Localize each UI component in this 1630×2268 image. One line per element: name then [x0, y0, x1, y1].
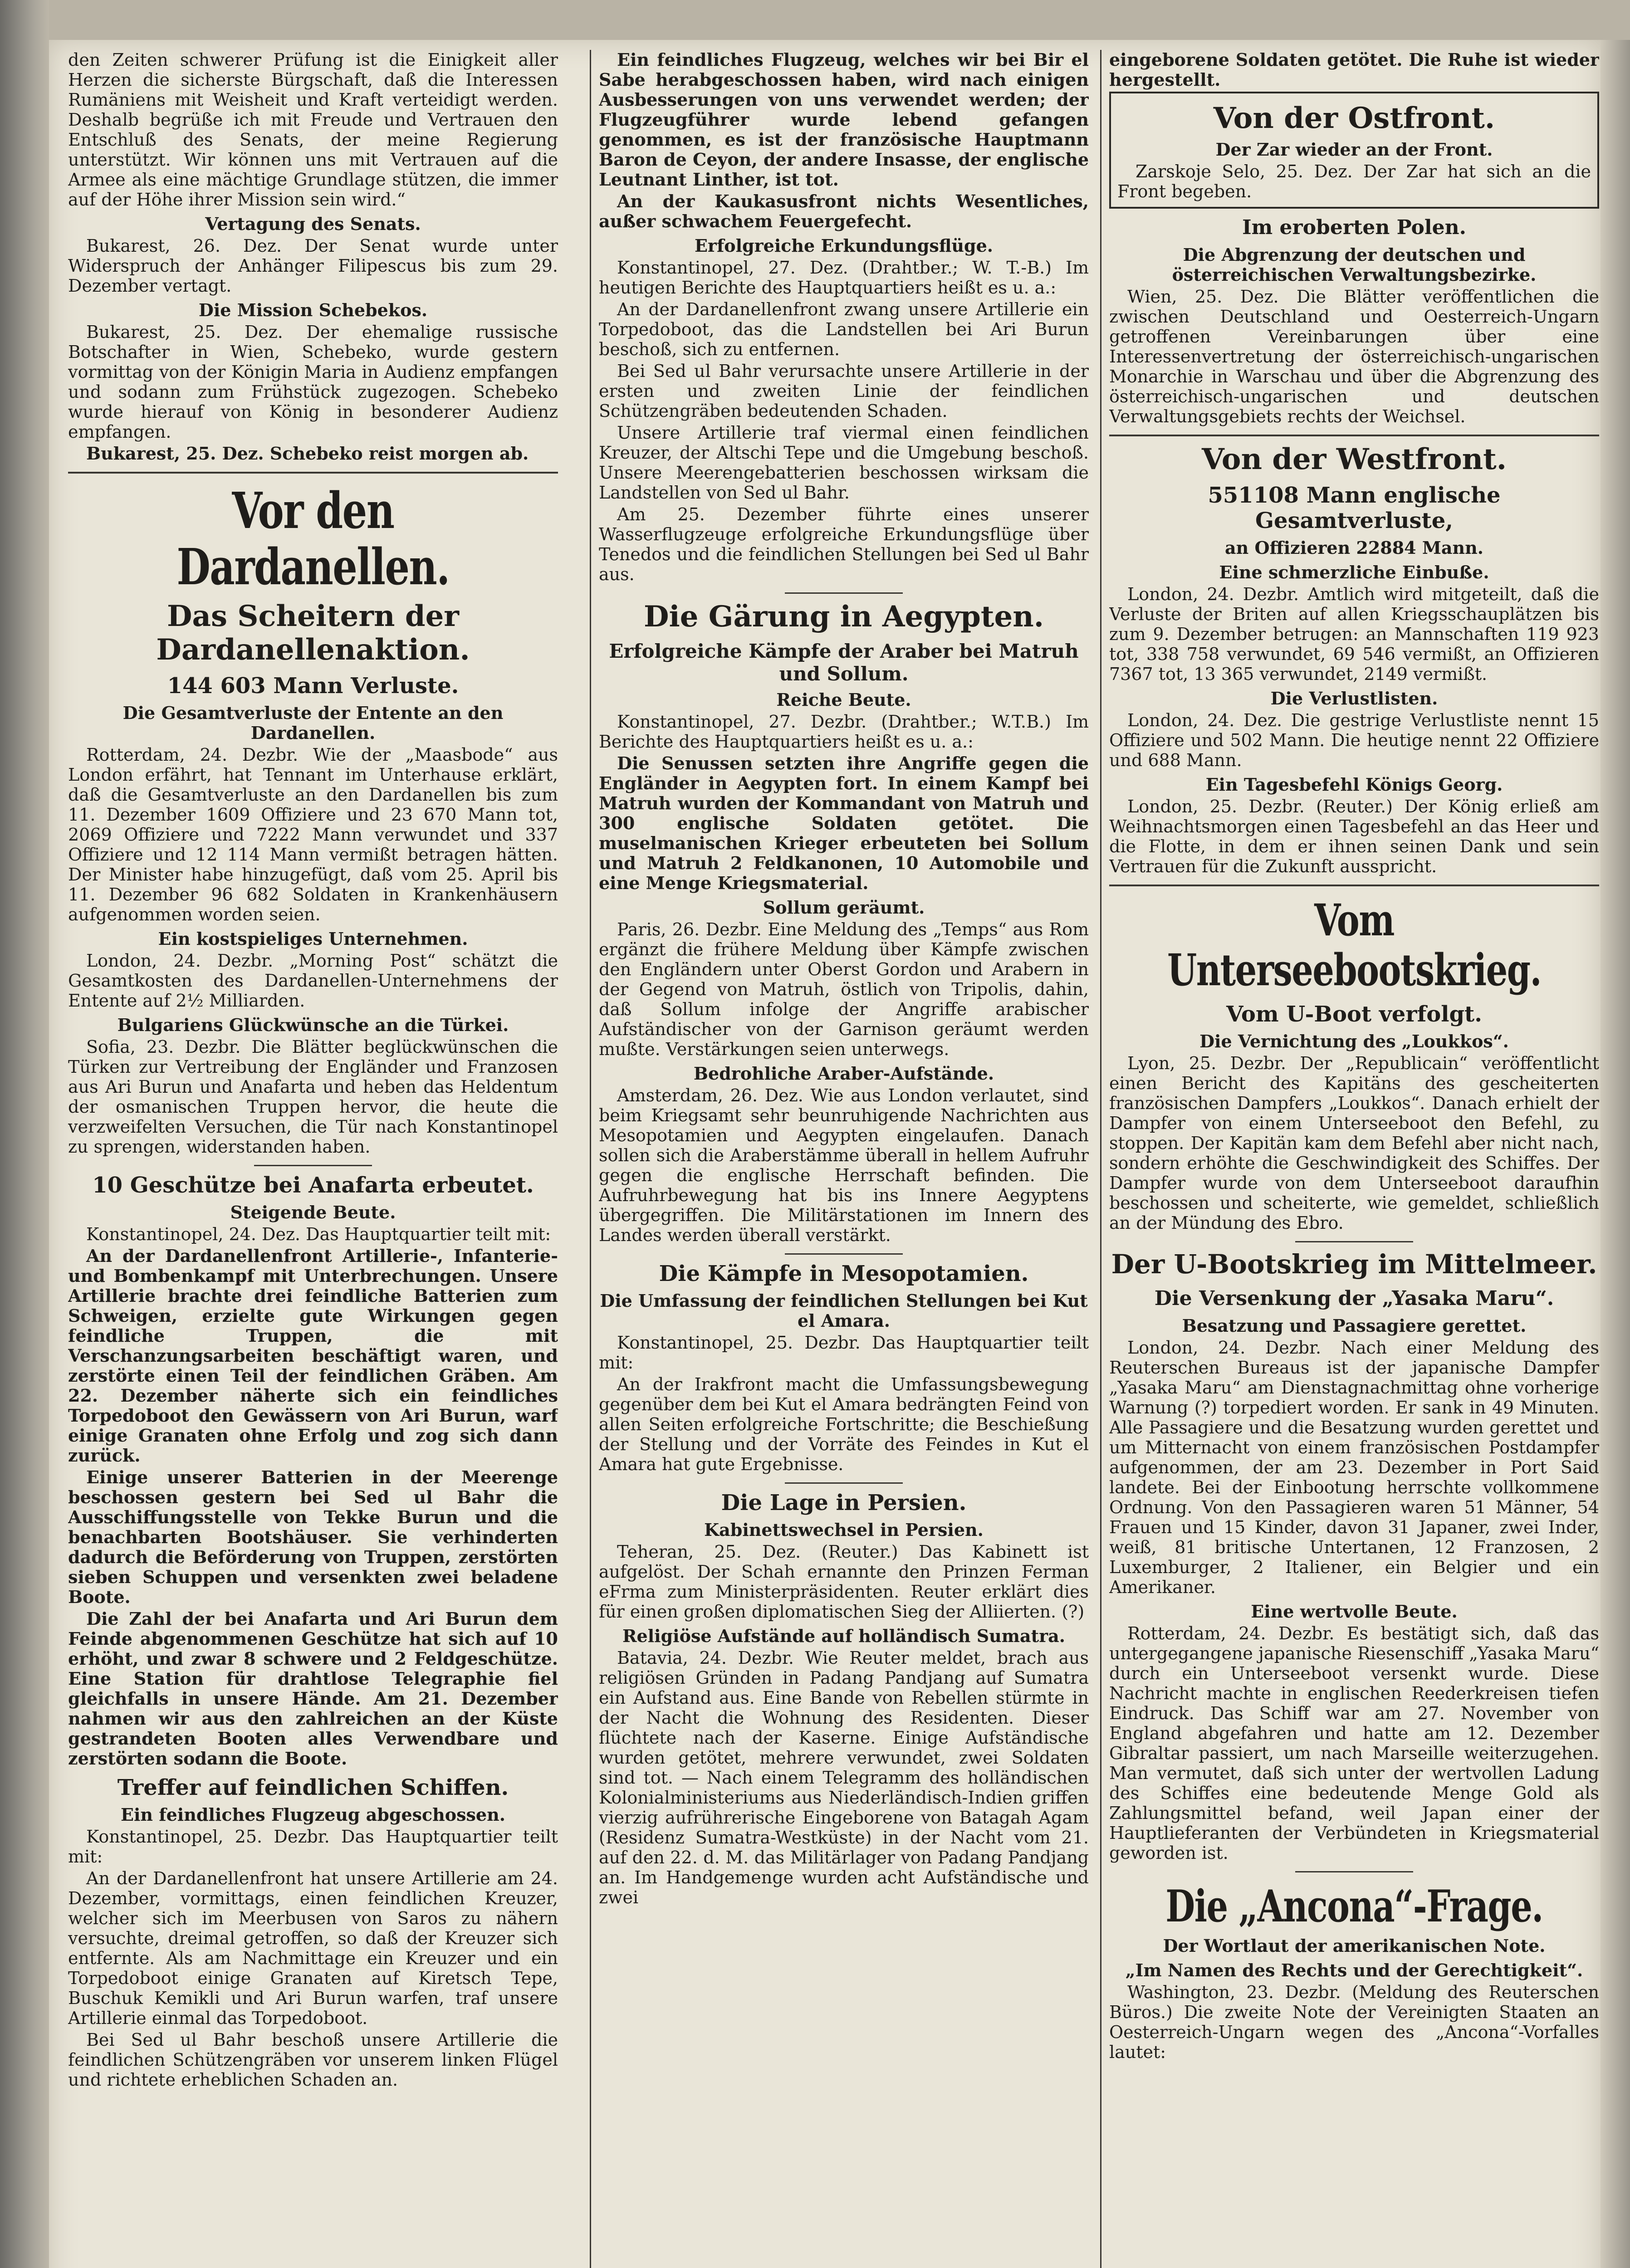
article-text: An der Dardanellenfront zwang unsere Artillerie ein Torpedoboot, das die Landstellen bei Ari Burun beschoß, sich zu entfernen.: [599, 299, 1089, 359]
divider: [785, 1482, 903, 1484]
section-heading: Eine schmerzliche Einbuße.: [1219, 562, 1489, 582]
article-text: Lyon, 25. Dezbr. Der „Republicain“ veröffentlicht einen Bericht des Kapitäns des gescheiterten französischen Dampfers „Loukkos“. Danach erhielt der Dampfer von einem Unterseeboot den Befehl, zu stoppen. Der Kapitän kam dem Befehl aber nicht nach, sondern erhöhte die Geschwindigkeit des Schiffes. Der Dampfer wurde von dem Unterseeboot daraufhin beschossen und scheiterte, wie gemeldet, schließlich an der Mündung des Ebro.: [1109, 1053, 1599, 1233]
article-text: Einige unserer Batterien in der Meerenge beschossen gestern bei Sed ul Bahr die Ausschiffungsstelle von Tekke Burun und die benachbarten Bootshäuser. Sie verhinderten dadurch die Beförderung von Truppen, zerstörten sieben Schuppen und versenkten zwei beladene Boote.: [68, 1467, 558, 1607]
section-subheading: Steigende Beute.: [230, 1202, 396, 1222]
section-subheading: Der Zar wieder an der Front.: [1215, 139, 1493, 160]
divider: [1109, 435, 1599, 436]
section-title: Die Kämpfe in Mesopotamien.: [659, 1261, 1029, 1286]
section-heading: Im eroberten Polen.: [1242, 216, 1466, 239]
article-text: An der Dardanellenfront Artillerie-, Infanterie- und Bombenkampf mit Unterbrechungen. Unsere Artillerie brachte drei feindliche Batterien zum Schweigen, erzielte gute Wirkungen gegen feindliche Truppen, die mit Verschanzungsarbeiten beschäftigt waren, und zerstörte einen Teil der feindlichen Gräben. Am 22. Dezember näherte sich ein feindliches Torpedoboot den Gewässern von Ari Burun, warf einige Granaten ohne Erfolg und zog sich dann zurück.: [68, 1246, 558, 1466]
article-text: Ein feindliches Flugzeug, welches wir bei Bir el Sabe herabgeschossen haben, wird nach einigen Ausbesserungen von uns verwendet werden; der Flugzeugführer wurde lebend gefangen genommen, es ist der französische Hauptmann Baron de Ceyon, der andere Insasse, der englische Leutnant Linther, ist tot.: [599, 50, 1089, 190]
divider: [1295, 1241, 1413, 1242]
section-title: Die „Ancona“-Frage.: [1165, 1881, 1543, 1932]
section-heading: Die Mission Schebekos.: [198, 300, 428, 320]
article-text: Konstantinopel, 25. Dezbr. Das Hauptquartier teilt mit:: [68, 1827, 558, 1867]
column-3: [1109, 50, 1599, 2268]
article-text: An der Kaukasusfront nichts Wesentliches, außer schwachem Feuergefecht.: [599, 191, 1089, 231]
section-heading: Erfolgreiche Erkundungsflüge.: [694, 235, 994, 256]
article-text: London, 24. Dezbr. Nach einer Meldung des Reuterschen Bureaus ist der japanische Dampfer „Yasaka Maru“ am Dienstagnachmittag ohne vorherige Warnung (?) torpediert worden. Er sank in 49 Minuten. Alle Passagiere und die Besatzung wurden gerettet und um Mitternacht von einem französischen Postdampfer aufgenommen, der am 23. Dezember in Port Said landete. Bei der Einbootung herrschte vollkommene Ordnung. Von den Passagieren waren 51 Männer, 54 Frauen und 15 Kinder, davon 31 Japaner, zwei Inder, weiß, 81 britische Untertanen, 12 Franzosen, 2 Luxemburger, 2 Italiener, ein Belgier und ein Amerikaner.: [1109, 1338, 1599, 1597]
article-text: Teheran, 25. Dez. (Reuter.) Das Kabinett ist aufgelöst. Der Schah ernannte den Prinzen Ferman eFrma zum Ministerpräsidenten. Reuter erklärt dies für einen großen diplomatischen Sieg der Alliierten. (?): [599, 1542, 1089, 1622]
section-heading: Ein Tagesbefehl Königs Georg.: [1205, 774, 1503, 795]
article-text: London, 24. Dez. Die gestrige Verlustliste nennt 15 Offiziere und 502 Mann. Die heutige nennt 22 Offiziere und 688 Mann.: [1109, 710, 1599, 770]
article-text: Bei Sed ul Bahr verursachte unsere Artillerie in der ersten und zweiten Linie der feindlichen Schützengräben bedeutenden Schaden.: [599, 361, 1089, 421]
article-text: eingeborene Soldaten getötet. Die Ruhe ist wieder hergestellt.: [1109, 50, 1599, 90]
article-text: Zarskoje Selo, 25. Dez. Der Zar hat sich an die Front begeben.: [1117, 161, 1591, 201]
article-text: An der Dardanellenfront hat unsere Artillerie am 24. Dezember, vormittags, einen feindlichen Kreuzer, welcher sich im Meerbusen von Saros zu nähern versuchte, dreimal getroffen, so daß der Kreuzer sich entfernte. Als am Nachmittage ein Kreuzer und ein Torpedoboot einige Granaten auf Kiretsch Tepe, Buschuk Kemikli und Ari Burun warfen, traf unsere Artillerie einmal das Torpedoboot.: [68, 1868, 558, 2028]
article-text: Unsere Artillerie traf viermal einen feindlichen Kreuzer, der Altschi Tepe und die Umgebung beschoß. Unsere Meerengebatterien beschossen wirksam die Landstellen von Sed ul Bahr.: [599, 423, 1089, 503]
section-title: Die Lage in Persien.: [721, 1490, 967, 1515]
article-text: Rotterdam, 24. Dezbr. Wie der „Maasbode“ aus London erfährt, hat Tennant im Unterhause erklärt, daß die Gesamtverluste an den Dardanellen bis zum 11. Dezember 1609 Offiziere und 23 670 Mann tot, 2069 Offiziere und 7222 Mann verwundet und 337 Offiziere und 12 114 Mann vermißt betragen hätten. Der Minister habe hinzugefügt, daß vom 25. April bis 11. Dezember 96 682 Soldaten in Krankenhäusern aufgenommen worden seien.: [68, 745, 558, 924]
article-text: Bei Sed ul Bahr beschoß unsere Artillerie die feindlichen Schützengräben vor unserem linken Flügel und richtete erheblichen Schaden an.: [68, 2030, 558, 2090]
article-text: Konstantinopel, 27. Dez. (Drahtber.; W. T.-B.) Im heutigen Berichte des Hauptquartiers heißt es u. a.:: [599, 258, 1089, 298]
scan-top-edge: [49, 0, 1630, 40]
section-title: Der U-Bootskrieg im Mittelmeer.: [1111, 1249, 1597, 1280]
article-text: An der Irakfront macht die Umfassungsbewegung gegenüber dem bei Kut el Amara bedrängten Feind von allen Seiten erfolgreiche Fortschritte; die Beschießung der Stellung und der Vorräte des Feindes in Kut el Amara hat gute Ergebnisse.: [599, 1374, 1089, 1474]
article-text: Konstantinopel, 24. Dez. Das Hauptquartier teilt mit:: [86, 1224, 551, 1244]
book-binding: [0, 0, 49, 2268]
divider: [785, 592, 903, 594]
section-subheading: Ein feindliches Flugzeug abgeschossen.: [121, 1804, 505, 1825]
section-subheading: Die Gesamtverluste der Entente an den Dardanellen.: [122, 703, 504, 743]
divider: [254, 1165, 372, 1166]
section-heading: Treffer auf feindlichen Schiffen.: [117, 1775, 509, 1800]
article-text: Bukarest, 26. Dez. Der Senat wurde unter Widerspruch der Anhänger Filipescus bis zum 29. Dezember vertagt.: [68, 236, 558, 296]
section-heading: Eine wertvolle Beute.: [1251, 1601, 1458, 1622]
section-subtitle: Die Versenkung der „Yasaka Maru“.: [1154, 1287, 1554, 1310]
section-subtitle: Das Scheitern der Dardanellenaktion.: [156, 599, 470, 667]
article-text: Amsterdam, 26. Dez. Wie aus London verlautet, sind beim Kriegsamt sehr beunruhigende Nachrichten aus Mesopotamien und Aegypten eingelaufen. Danach sollen sich die Araberstämme überall in hellem Aufruhr gegen die englische Herrschaft befinden. Die Aufruhrbewegung hat bis ins Innere Aegyptens übergegriffen. Die Militärstationen im Innern des Landes werden überall verstärkt.: [599, 1085, 1089, 1245]
section-title: Vom Unterseebootskrieg.: [1167, 894, 1542, 996]
column-1: [68, 50, 558, 2268]
article-text: London, 25. Dezbr. (Reuter.) Der König erließ am Weihnachtsmorgen einen Tagesbefehl an das Heer und die Flotte, in dem er ihnen seinen Dank und sein Vertrauen für die Zukunft ausspricht.: [1109, 797, 1599, 876]
article-text: Die Zahl der bei Anafarta und Ari Burun dem Feinde abgenommenen Geschütze hat sich auf 10 erhöht, und zwar 8 schwere und 2 Feldgeschütze. Eine Station für drahtlose Telegraphie fiel gleichfalls in unsere Hände. Am 21. Dezember nahmen wir aus den zahlreichen an der Küste gestrandeten Booten alles Verwendbare und zerstörten sodann die Boote.: [68, 1608, 558, 1769]
scan-right-edge: [1601, 40, 1630, 2268]
section-heading: Sollum geräumt.: [763, 897, 925, 918]
divider: [1109, 885, 1599, 886]
ostfront-box: [1109, 92, 1599, 209]
section-heading: Ein kostspieliges Unternehmen.: [158, 929, 468, 949]
section-subheading: Die Abgrenzung der deutschen und österreichischen Verwaltungsbezirke.: [1172, 244, 1537, 285]
article-text: Am 25. Dezember führte eines unserer Wasserflugzeuge erfolgreiche Erkundungsflüge über Tenedos und die feindlichen Stellungen bei Sed ul Bahr aus.: [599, 504, 1089, 584]
section-subtitle: Der Wortlaut der amerikanischen Note.: [1163, 1936, 1546, 1956]
section-heading: Religiöse Aufstände auf holländisch Sumatra.: [622, 1626, 1066, 1646]
section-heading: Bulgariens Glückwünsche an die Türkei.: [117, 1015, 509, 1035]
article-text: Washington, 23. Dezbr. (Meldung des Reuterschen Büros.) Die zweite Note der Vereinigten Staaten an Oesterreich-Ungarn wegen des „Ancona“-Vorfalles lautet:: [1109, 1982, 1599, 2062]
article-text: Bukarest, 25. Dez. Der ehemalige russische Botschafter in Wien, Schebeko, wurde gestern vormittag von der Königin Maria in Audienz empfangen und sodann zum Frühstück zugezogen. Schebeko wurde hierauf von König in besonderer Audienz empfangen.: [68, 322, 558, 442]
article-text: Sofia, 23. Dezbr. Die Blätter beglückwünschen die Türken zur Vertreibung der Engländer und Franzosen aus Ari Burun und Anafarta und heben das Heldentum der osmanischen Truppen hervor, die heute die verzweifelten Versuchen, die Tür nach Konstantinopel zu sprengen, widerstanden haben.: [68, 1037, 558, 1157]
section-subtitle: Vom U-Boot verfolgt.: [1226, 1002, 1482, 1027]
section-subtitle: an Offizieren 22884 Mann.: [1224, 538, 1484, 558]
article-text: den Zeiten schwerer Prüfung ist die Einigkeit aller Herzen die sicherste Bürgschaft, daß die Interessen Rumäniens mit Weisheit und Kraft verteidigt werden. Deshalb begrüße ich mit Freude und Vertrauen den Entschluß des Senats, der meine Regierung unterstützt. Wir können uns mit Vertrauen auf die Armee als eine mächtige Grundlage stützen, die immer auf der Höhe ihrer Mission sein wird.“: [68, 50, 558, 210]
section-subheading: Kabinettswechsel in Persien.: [704, 1520, 984, 1540]
divider: [1295, 1871, 1413, 1872]
section-title: Die Gärung in Aegypten.: [643, 600, 1044, 634]
divider: [785, 1253, 903, 1255]
column-2: [599, 50, 1089, 2268]
section-heading: Die Verlustlisten.: [1270, 688, 1438, 709]
section-heading: Besatzung und Passagiere gerettet.: [1182, 1315, 1527, 1336]
article-text: Paris, 26. Dezbr. Eine Meldung des „Temps“ aus Rom ergänzt die frühere Meldung über Kämpfe zwischen den Engländern unter Oberst Gordon und Arabern in der Gegend von Matruh, östlich von Tripolis, dahin, daß Sollum infolge der Angriffe arabischer Aufständischer von der Garnison geräumt werden mußte. Verstärkungen seien unterwegs.: [599, 919, 1089, 1059]
article-text: Rotterdam, 24. Dezbr. Es bestätigt sich, daß das untergegangene japanische Riesenschiff „Yasaka Maru“ durch ein Unterseeboot versenkt wurde. Diese Nachricht machte in englischen Reederkreisen tiefen Eindruck. Das Schiff war am 27. November von England abgefahren und hatte am 12. Dezember Gibraltar passiert, um nach Marseille weiterzugehen. Man vermutet, daß sich unter der wertvollen Ladung des Schiffes eine bedeutende Menge Gold als Zahlungsmittel befand, weil Japan einer der Hauptlieferanten der Verbündeten in Kriegsmaterial geworden ist.: [1109, 1623, 1599, 1863]
section-subheading: Die Umfassung der feindlichen Stellungen bei Kut el Amara.: [600, 1290, 1088, 1331]
section-heading: Reiche Beute.: [776, 689, 911, 710]
section-heading: Die Vernichtung des „Loukkos“.: [1199, 1031, 1509, 1051]
section-heading: Bedrohliche Araber-Aufstände.: [693, 1063, 994, 1084]
article-text: London, 24. Dezbr. „Morning Post“ schätzt die Gesamtkosten des Dardanellen-Unternehmens der Entente auf 2½ Milliarden.: [68, 951, 558, 1011]
column-rule: [1100, 50, 1101, 2268]
section-title: Von der Westfront.: [1201, 442, 1507, 476]
divider: [68, 472, 558, 474]
section-title: Von der Ostfront.: [1213, 101, 1495, 135]
column-rule: [590, 50, 591, 2268]
article-text: Konstantinopel, 25. Dezbr. Das Hauptquartier teilt mit:: [599, 1333, 1089, 1373]
section-heading: 10 Geschütze bei Anafarta erbeutet.: [92, 1173, 534, 1198]
section-title: Vor den Dardanellen.: [176, 481, 450, 596]
article-text: Die Senussen setzten ihre Angriffe gegen die Engländer in Aegypten fort. In einem Kampf bei Matruh wurden der Kommandant von Matruh und 300 englische Soldaten getötet. Die muselmanischen Krieger erbeuteten bei Sollum und Matruh 2 Feldkanonen, 10 Automobile und eine Menge Kriegsmaterial.: [599, 753, 1089, 893]
article-text: Konstantinopel, 27. Dezbr. (Drahtber.; W.T.B.) Im Berichte des Hauptquartiers heißt es u. a.:: [599, 712, 1089, 752]
section-heading: 144 603 Mann Verluste.: [167, 673, 459, 699]
section-subtitle: 551108 Mann englische Gesamtverluste,: [1208, 483, 1501, 533]
section-heading: Vertagung des Senats.: [205, 214, 421, 234]
section-quote: „Im Namen des Rechts und der Gerechtigkeit“.: [1125, 1960, 1583, 1980]
article-text: Batavia, 24. Dezbr. Wie Reuter meldet, brach aus religiösen Gründen in Padang Pandjang auf Sumatra ein Aufstand aus. Eine Bande von Rebellen stürmte in der Nacht die Wohnung des Residenten. Dieser flüchtete nach der Kaserne. Einige Aufständische wurden getötet, mehrere verwundet, zwei Soldaten sind tot. — Nach einem Telegramm des holländischen Kolonialministeriums aus Niederländisch-Indien griffen vierzig aufrührerische Eingeborene von Batagah Agam (Residenz Sumatra-Westküste) in der Nacht vom 21. auf den 22. d. M. das Militärlager von Padang Pandjang an. Im Handgemenge wurden acht Aufständische und zwei: [599, 1648, 1089, 1907]
article-text: Wien, 25. Dez. Die Blätter veröffentlichen die zwischen Deutschland und Oesterreich-Ungarn getroffenen Vereinbarungen über eine Interessenvertretung der österreichisch-ungarischen Monarchie in Warschau und über die Abgrenzung des österreichisch-ungarischen und deutschen Verwaltungsgebiets rechts der Weichsel.: [1109, 287, 1599, 426]
article-text: London, 24. Dezbr. Amtlich wird mitgeteilt, daß die Verluste der Briten auf allen Kriegsschauplätzen bis zum 9. Dezember betrugen: an Mannschaften 119 923 tot, 338 758 verwundet, 69 546 vermißt, an Offizieren 7367 tot, 13 365 verwundet, 2149 vermißt.: [1109, 584, 1599, 684]
section-subtitle: Erfolgreiche Kämpfe der Araber bei Matruh und Sollum.: [609, 640, 1079, 685]
article-text: Bukarest, 25. Dez. Schebeko reist morgen ab.: [86, 443, 529, 464]
